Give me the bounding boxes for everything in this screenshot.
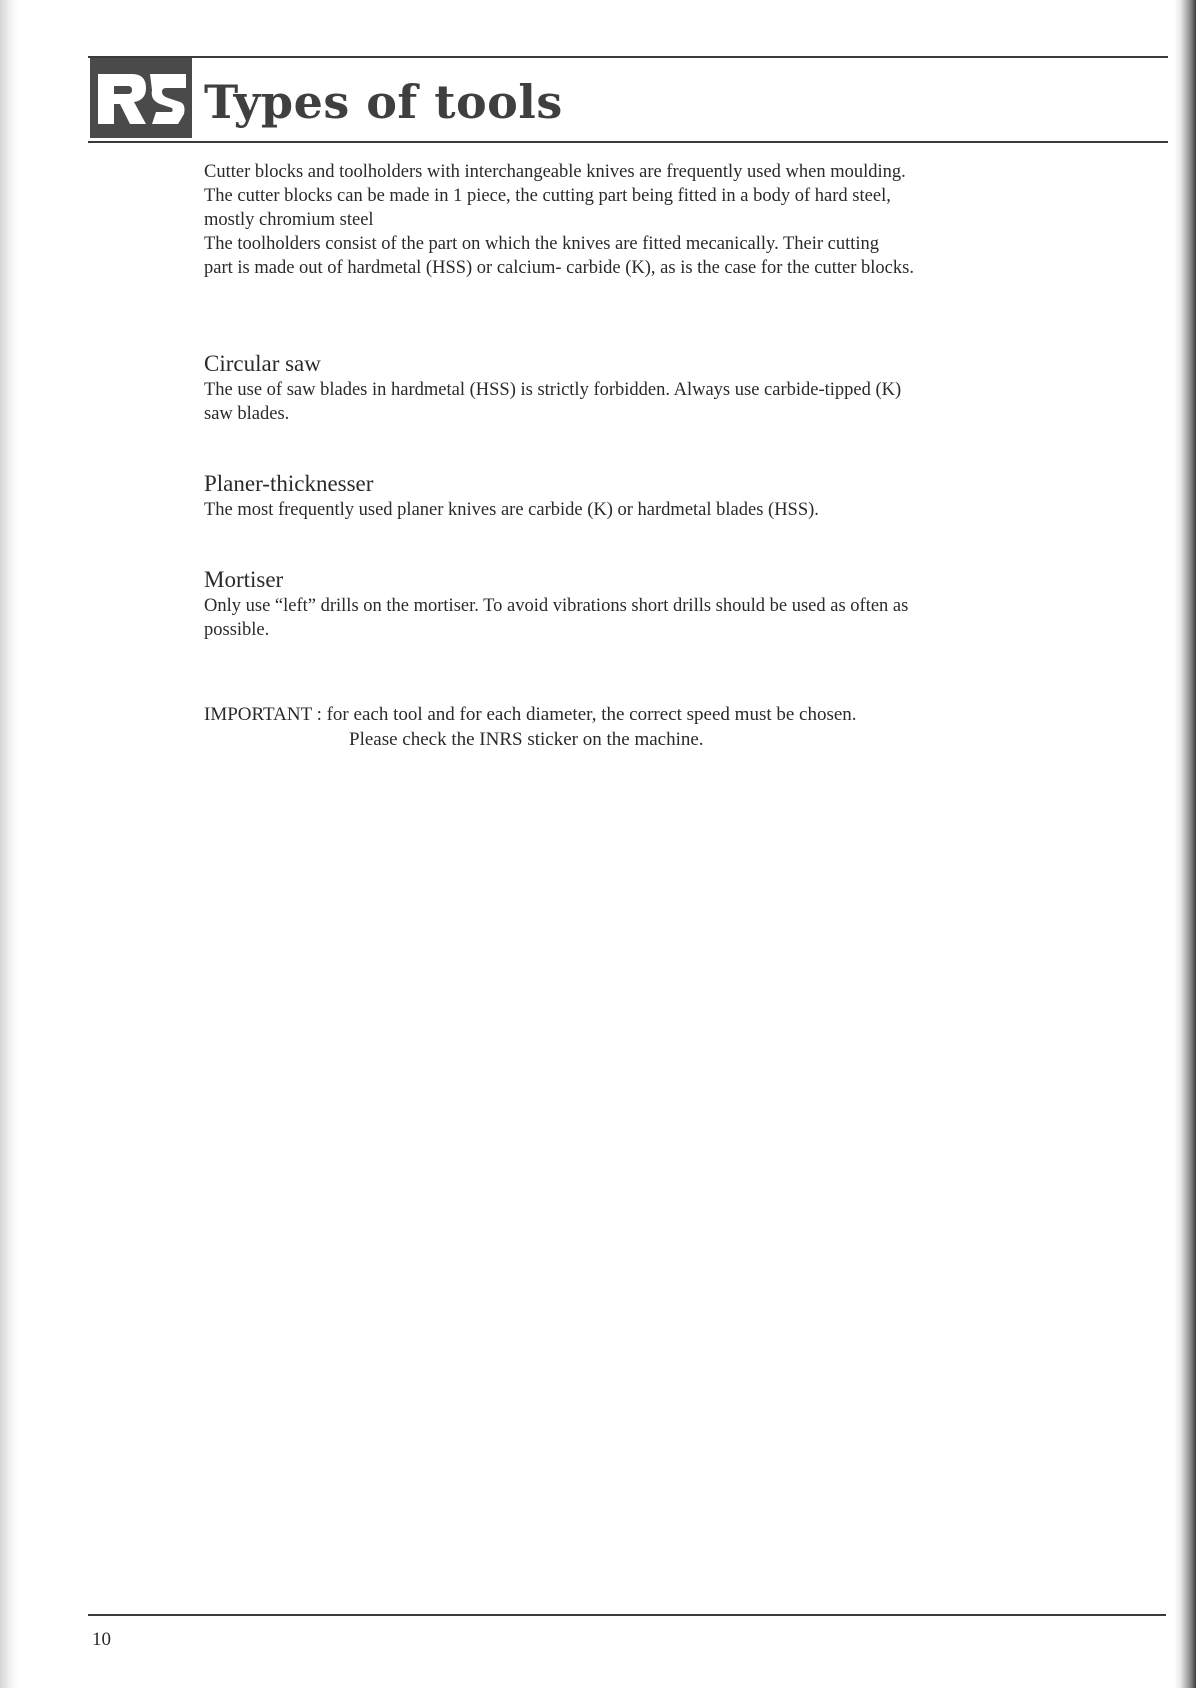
intro-line: The cutter blocks can be made in 1 piece, the cutting part being fitted in a body of hard steel, — [204, 186, 891, 206]
section-title: Circular saw — [204, 351, 321, 376]
intro-line: part is made out of hardmetal (HSS) or calcium- carbide (K), as is the case for the cutter blocks. — [204, 258, 914, 278]
section-body-line: The most frequently used planer knives are carbide (K) or hardmetal blades (HSS). — [204, 500, 819, 520]
page-number: 10 — [92, 1629, 111, 1650]
intro-paragraph — [204, 160, 1004, 280]
page-title: Types of tools — [204, 75, 563, 129]
important-line-1: IMPORTANT : for each tool and for each diameter, the correct speed must be chosen. — [204, 704, 857, 725]
footer-rule — [88, 1614, 1166, 1616]
important-notice — [204, 702, 1004, 752]
section-title: Mortiser — [204, 567, 284, 592]
section-title: Planer-thicknesser — [204, 471, 374, 496]
intro-line: Cutter blocks and toolholders with interchangeable knives are frequently used when moulding. — [204, 162, 906, 182]
header-rule-top — [88, 56, 1168, 58]
section-circular-saw — [204, 350, 1004, 426]
section-planer-thicknesser — [204, 470, 1004, 522]
section-body-line: Only use “left” drills on the mortiser. To avoid vibrations short drills should be used as often as — [204, 596, 909, 616]
intro-line: mostly chromium steel — [204, 210, 374, 230]
section-body-line: saw blades. — [204, 404, 290, 424]
scan-edge-right — [1174, 0, 1196, 1688]
section-mortiser — [204, 566, 1004, 642]
page-content — [204, 160, 1004, 752]
rs-logo-icon — [90, 58, 192, 138]
intro-line: The toolholders consist of the part on which the knives are fitted mecanically. Their cutting — [204, 234, 880, 254]
scan-edge-left — [0, 0, 18, 1688]
important-line-2: Please check the INRS sticker on the machine. — [349, 729, 704, 750]
section-body-line: The use of saw blades in hardmetal (HSS) is strictly forbidden. Always use carbide-tipped (K) — [204, 380, 902, 400]
section-body-line: possible. — [204, 620, 270, 640]
header-rule-bottom — [88, 141, 1168, 143]
